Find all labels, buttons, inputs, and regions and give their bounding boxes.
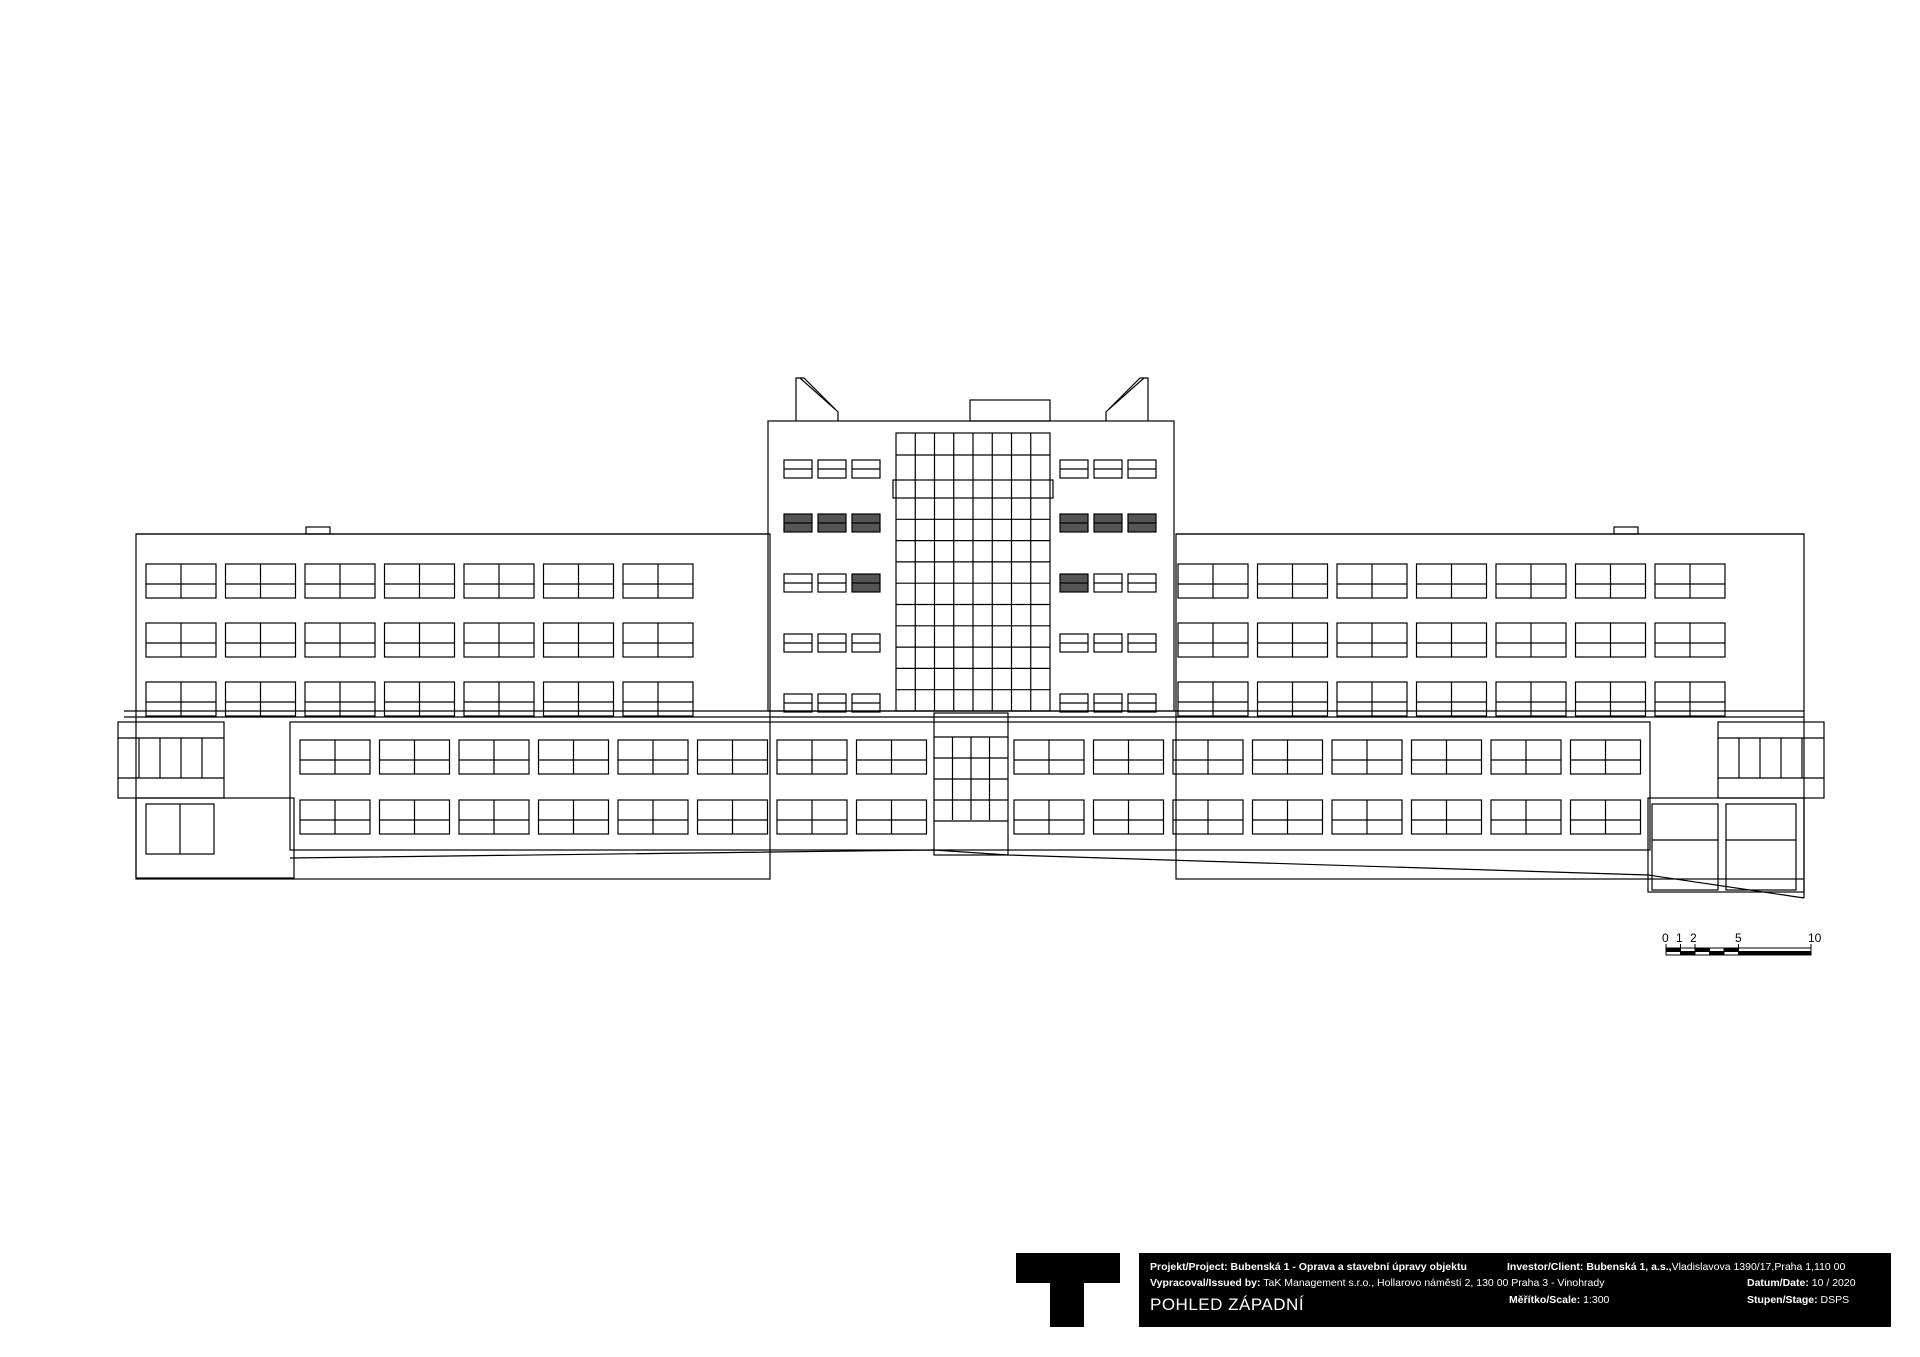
garage-door-right	[1726, 804, 1796, 890]
scale-bar-segment	[1724, 948, 1739, 952]
title-block	[1139, 1253, 1891, 1327]
building-facade	[118, 378, 1824, 898]
stage-label: Stupen/Stage:	[1747, 1294, 1818, 1306]
scale-bar-segment	[1681, 948, 1696, 952]
investor-line	[1507, 1261, 1845, 1274]
issued-value: TaK Management s.r.o., Hollarovo náměstí 2, 130 00 Praha 3 - Vinohrady	[1263, 1277, 1605, 1289]
central-tower	[768, 421, 1174, 711]
investor-label: Investor/Client:	[1507, 1261, 1584, 1273]
roof-frame-right	[1106, 378, 1148, 421]
left-base	[136, 798, 294, 878]
scale-bar-graphic	[1666, 944, 1811, 955]
scale-bar-segment	[1710, 952, 1725, 956]
ground-line	[290, 850, 1804, 898]
project-line	[1150, 1261, 1467, 1274]
scale-bar-segment	[1724, 952, 1739, 956]
left-wing	[136, 534, 770, 879]
scale-label-2: 2	[1690, 931, 1697, 945]
scale-line	[1509, 1294, 1609, 1307]
roof-frame-left	[796, 378, 838, 421]
scale-value: 1:300	[1583, 1294, 1610, 1306]
scale-label-0: 0	[1662, 931, 1669, 945]
stage-line	[1747, 1294, 1849, 1307]
scale-bar-segment	[1695, 948, 1710, 952]
scale-label-10: 10	[1808, 931, 1822, 945]
date-line	[1747, 1277, 1856, 1290]
scale-bar-segment	[1666, 952, 1681, 956]
investor-address: Vladislavova 1390/17,Praha 1,110 00	[1671, 1261, 1846, 1273]
roof-box	[970, 400, 1050, 421]
scale-bar-segment	[1695, 952, 1710, 956]
scale-label-5: 5	[1735, 931, 1742, 945]
date-value: 10 / 2020	[1811, 1277, 1856, 1289]
stage-value: DSPS	[1820, 1294, 1850, 1306]
date-label: Datum/Date:	[1747, 1277, 1809, 1289]
roof-frame-right-brace	[1108, 378, 1144, 410]
project-value: Bubenská 1 - Oprava a stavební úpravy objektu	[1230, 1261, 1467, 1273]
scale-bar-segment	[1666, 948, 1681, 952]
view-title: POHLED ZÁPADNÍ	[1150, 1295, 1305, 1314]
left-bay-window	[118, 722, 224, 798]
right-bay-window	[1718, 722, 1824, 798]
project-label: Projekt/Project:	[1150, 1261, 1228, 1273]
roof-frame-left-brace	[800, 378, 836, 410]
scale-label: Měřítko/Scale:	[1509, 1294, 1581, 1306]
scale-bar-segment	[1739, 948, 1812, 952]
right-roof-vent	[1614, 527, 1638, 534]
left-roof-vent	[306, 527, 330, 534]
scale-label-1: 1	[1676, 931, 1683, 945]
issued-label: Vypracoval/Issued by:	[1150, 1277, 1261, 1289]
t-logo-icon	[1016, 1253, 1120, 1327]
right-wing	[1176, 534, 1804, 879]
scale-bar-segment	[1681, 952, 1696, 956]
issued-line	[1150, 1277, 1604, 1290]
scale-bar-segment	[1710, 948, 1725, 952]
investor-value: Bubenská 1, a.s.,	[1586, 1261, 1672, 1273]
scale-bar-segment	[1739, 952, 1812, 956]
